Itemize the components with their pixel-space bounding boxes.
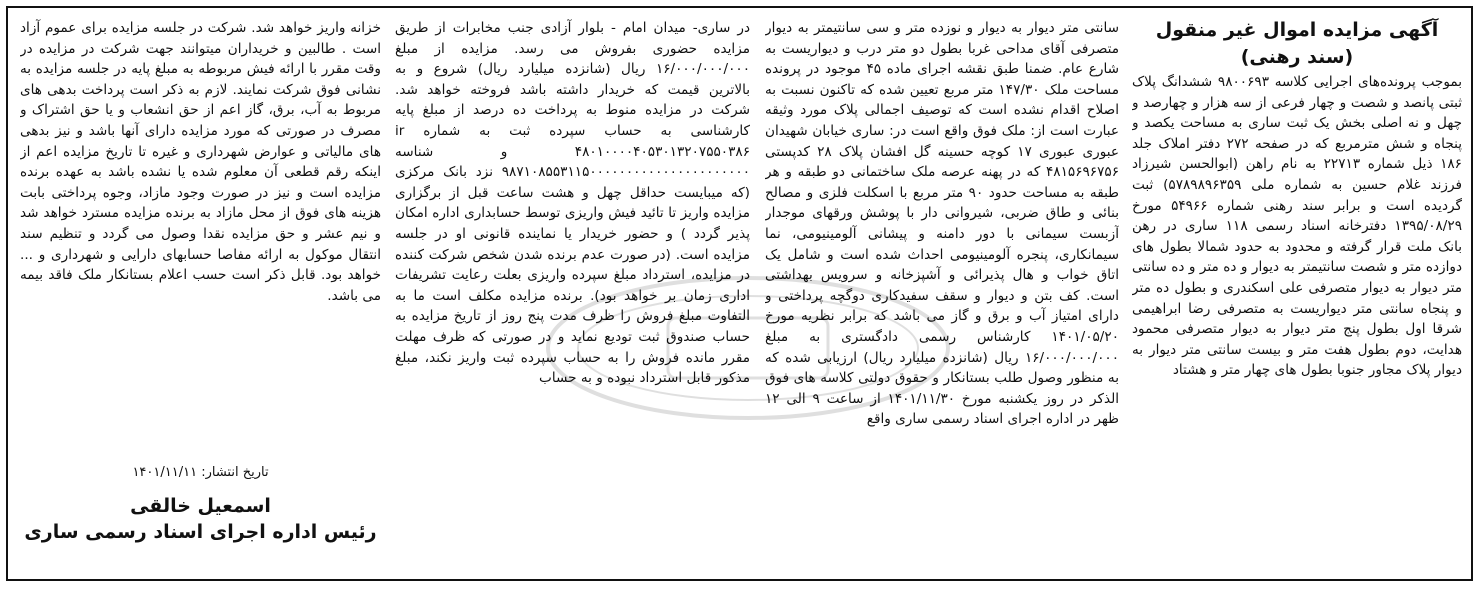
notice-paragraph-4: خزانه واریز خواهد شد. شرکت در جلسه مزایده برای عموم آزاد است . طالبین و خریداران میتوانند جهت شرکت در مزایده در وقت مقرر با ارائه فیش مربوطه به مبلغ پایه در جلسه مزایده به نشانی فوق شرکت نمایند. لازم به ذکر است پرداخت بدهی های مربوط به آب، برق، گاز اعم از حق انشعاب و یا حق اشتراک و مصرف در صورتی که مورد مزایده دارای آنها باشد و نیز بدهی های مالیاتی و عوارض شهرداری و غیره تا تاریخ مزایده اعم از اینکه رقم قطعی آن معلوم شده یا نشده باشد به عهده برنده مزایده است و نیز در صورت وجود مازاد، وجوه پرداختی بابت هزینه های فوق از محل مازاد به برنده مزایده مسترد خواهد شد و نیم عشر و حق مزایده نقدا وصول می گردد و تنظیم سند انتقال موکول به ارائه مفاصا حسابهای دارایی و شهرداری و ... خواهد بود. قابل ذکر است حسب اعلام بستانکار ملک فاقد بیمه می باشد. [20,20,381,304]
publish-date: تاریخ انتشار: ۱۴۰۱/۱۱/۱۱ [132,465,269,480]
notice-frame [6,6,1473,581]
notice-column-2 [765,18,1119,570]
notice-paragraph-1: بموجب پرونده‌های اجرایی کلاسه ۹۸۰۰۶۹۳ ششدانگ پلاک ثبتی پانصد و شصت و چهار فرعی از سه هزار و چهارصد و چهل و نه اصلی بخش یک ثبت ساری به مساحت یکصد و پنجاه و شش مترمربع که در صفحه ۲۷۲ دفتر املاک جلد ۱۸۶ ذیل شماره ۲۲۷۱۳ به نام راهن (ابوالحسن شیرزاد فرزند غلام حسین به شماره ملی ۵۷۸۹۸۹۶۳۵۹) ثبت گردیده است و برابر سند رهنی شماره ۵۴۹۶۶ مورخ ۱۳۹۵/۰۸/۲۹ دفترخانه اسناد رسمی ۱۱۸ ساری در رهن بانک ملت قرار گرفته و محدود به حدود شمالا بطول های دوازده متر و شصت سانتیمتر به دیوار و ده متر و ده سانتی متر دیوار به دیوار متصرفی علی اسکندری و بطول ده متر و پنجاه سانتی متر دیواریست به متصرفی رضا ابراهیمی شرقا اول بطول پنج متر دیوار به دیوار متصرفی محمود هدایت، دوم بطول هفت متر و بیست سانتی متر دیوار به دیوار پلاک مجاور جنوبا بطول های چهار متر و هشتاد [1132,74,1462,379]
notice-subtitle: (سند رهنی) [1240,46,1354,68]
signer-title: رئیس اداره اجرای اسناد رسمی ساری [24,521,377,543]
notice-column-1 [1132,18,1462,570]
signature-block [20,463,381,545]
notice-paragraph-3: در ساری- میدان امام - بلوار آزادی جنب مخابرات از طریق مزایده حضوری بفروش می رسد. مزایده از مبلغ ۱۶/۰۰۰/۰۰۰/۰۰۰ ریال (شانزده میلیارد ریال) شروع و به بالاترین قیمت که خریدار داشته باشد فروخته خواهد شد. شرکت در مزایده منوط به پرداخت ده درصد از مبلغ پایه کارشناسی به حساب سپرده ثبت به شماره ir ۴۸۰۱۰۰۰۰۴۰۵۳۰۱۳۲۰۷۵۵۰۳۸۶ و شناسه ۹۸۷۱۰۸۵۵۳۱۱۵۰۰۰۰۰۰۰۰۰۰۰۰۰۰۰۰۰۰۰۰۰۰ نزد بانک مرکزی (که میبایست حداقل چهل و هشت ساعت قبل از برگزاری مزایده واریز تا تائید فیش واریزی توسط حسابداری اداره امکان پذیر گردد ) و حضور خریدار یا نماینده قانونی او در جلسه مزایده است. (در صورت عدم برنده شدن شخص شرکت کننده در مزایده، استرداد مبلغ سپرده واریزی بعلت رعایت تشریفات اداری زمان بر خواهد بود). برنده مزایده مکلف است ما به التفاوت مبلغ فروش را ظرف مدت پنج روز از تاریخ مزایده به حساب صندوق ثبت تودیع نماید و در صورتی که ظرف مهلت مقرر مانده فروش را به حساب سپرده ثبت واریز نکند، مبلغ مذکور قابل استرداد نبوده و به حساب [395,20,750,387]
signer-name: اسمعیل خالقی [130,495,271,517]
notice-column-3 [395,18,750,570]
notice-title: آگهی مزایده اموال غیر منقول [1155,19,1439,41]
notice-column-4 [20,18,381,458]
notice-paragraph-2: سانتی متر دیوار به دیوار و نوزده متر و سی سانتیمتر به دیوار متصرفی آقای مداحی غربا بطول دو متر درب و دیواریست به شارع عام. ضمنا طبق نقشه اجرای ماده ۴۵ موجود در پرونده مساحت ملک ۱۴۷/۳۰ متر مربع تعیین شده که تاکنون نسبت به اصلاح اقدام نشده است که توصیف اجمالی پلاک مورد وثیقه عبارت است از: ملک فوق واقع است در: ساری خیابان شهیدان عبوری عبوری ۱۷ کوچه حسینه گل افشان پلاک ۲۸ کدپستی ۴۸۱۵۶۹۶۷۵۶ که در پهنه عرصه ملک ساختمانی دو طبقه و هر طبقه به مساحت حدود ۹۰ متر مربع با اسکلت فلزی و مصالح بنائی و طاق ضربی، شیروانی دار با پوشش ورقهای موجدار آزبست سیمانی با دور دامنه و پیشانی آلومینیومی، نما سیمانکاری، پنجره آلومینیومی احداث شده است و شامل یک اتاق خواب و هال پذیرائی و آشپزخانه و سرویس بهداشتی است. کف بتن و دیوار و سقف سفیدکاری دوگچه پرداختی و دارای امتیاز آب و برق و گاز می باشد که برابر نظریه مورخ ۱۴۰۱/۰۵/۲۰ کارشناس رسمی دادگستری به مبلغ ۱۶/۰۰۰/۰۰۰/۰۰۰ ریال (شانزده میلیارد ریال) ارزیابی شده که به منظور وصول طلب بستانکار و حقوق دولتی کلاسه های فوق الذکر در روز یکشنبه مورخ ۱۴۰۱/۱۱/۳۰ از ساعت ۹ الی ۱۲ ظهر در اداره اجرای اسناد رسمی ساری واقع [765,20,1119,428]
